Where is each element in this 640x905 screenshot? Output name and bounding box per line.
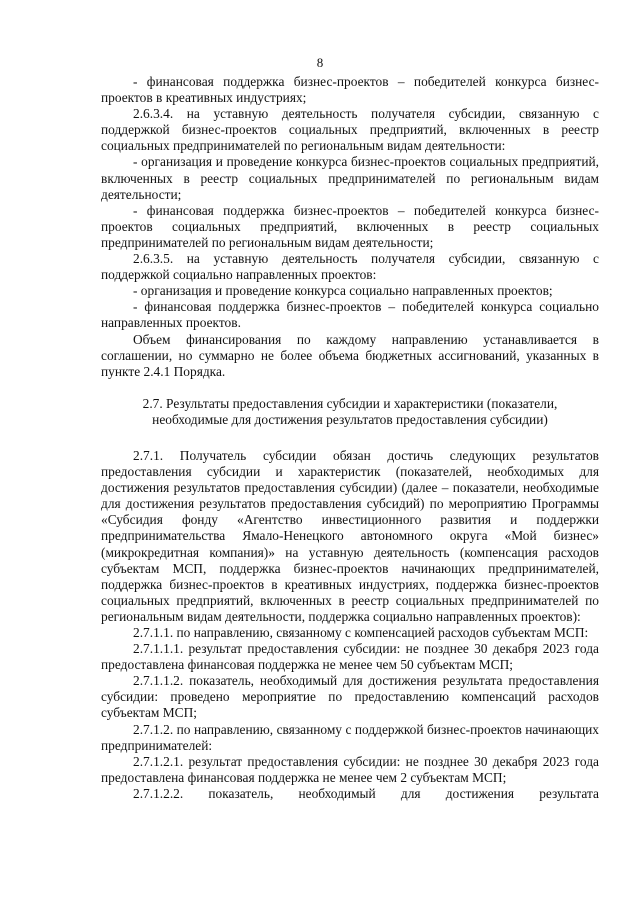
paragraph-social-contest: - организация и проведение конкурса бизнес-проектов социальных предприятий, включенных в реестр социальных предпринимателей по региональным видам деятельности; <box>101 154 599 202</box>
paragraph-social-support: - финансовая поддержка бизнес-проектов – победителей конкурса бизнес-проектов социальных предприятий, включенных в реестр социальных предпринимателей по региональным видам деятельности; <box>101 202 599 250</box>
paragraph-2-7-1-2: 2.7.1.2. по направлению, связанному с поддержкой бизнес-проектов начинающих предпринимателей: <box>101 721 599 753</box>
paragraph-2-7-1-2-2: 2.7.1.2.2. показатель, необходимый для достижения результата <box>133 785 599 801</box>
paragraph-2-6-3-4: 2.6.3.4. на уставную деятельность получателя субсидии, связанную с поддержкой бизнес-проектов социальных предприятий, включенных в реестр социальных предпринимателей по региональным видам деятельности: <box>101 106 599 154</box>
paragraph-2-7-1: 2.7.1. Получатель субсидии обязан достичь следующих результатов предоставления субсидии и характеристик (показателей, необходимых для достижения результатов предоставления субсидии) (далее – показатели, необходимые для достижения результатов предоставления субсидий) по мероприятию Программы «Субсидия фонду «Агентство инвестиционного развития и поддержки предпринимательства Ямало-Ненецкого автономного округа «Мой бизнес» (микрокредитная компания)» на уставную деятельность (компенсация расходов субъектам МСП, поддержка бизнес-проектов начинающих предпринимателей, поддержка бизнес-проектов в креативных индустриях, поддержка бизнес-проектов социальных предприятий, включенных в реестр социальных предпринимателей по региональным видам деятельности, поддержка социально направленных проектов): <box>101 447 599 624</box>
paragraph-2-7-1-1-1: 2.7.1.1.1. результат предоставления субсидии: не позднее 30 декабря 2023 года предоставлена финансовая поддержка не менее чем 50 субъектам МСП; <box>101 641 599 673</box>
section-heading-2-7: 2.7. Результаты предоставления субсидии и характеристики (показатели, необходимые для достижения результатов предоставления субсидии) <box>142 395 558 427</box>
document-body <box>101 74 599 802</box>
paragraph-2-7-1-2-1: 2.7.1.2.1. результат предоставления субсидии: не позднее 30 декабря 2023 года предоставлена финансовая поддержка не менее чем 2 субъектам МСП; <box>101 753 599 785</box>
paragraph-2-7-1-1: 2.7.1.1. по направлению, связанному с компенсацией расходов субъектам МСП: <box>133 625 589 640</box>
paragraph-2-6-3-5: 2.6.3.5. на уставную деятельность получателя субсидии, связанную с поддержкой социально направленных проектов: <box>101 251 599 283</box>
paragraph-creative-support: - финансовая поддержка бизнес-проектов – победителей конкурса бизнес-проектов в креативных индустриях; <box>101 74 599 106</box>
paragraph-2-7-1-1-2: 2.7.1.1.2. показатель, необходимый для достижения результата предоставления субсидии: проведено мероприятие по предоставлению компенсаций расходов субъектам МСП; <box>101 673 599 721</box>
paragraph-social-projects-contest: - организация и проведение конкурса социально направленных проектов; <box>133 283 553 299</box>
page-number: 8 <box>316 55 324 70</box>
paragraph-social-projects-support: - финансовая поддержка бизнес-проектов – победителей конкурса социально направленных проектов. <box>101 299 599 331</box>
paragraph-funding-volume: Объем финансирования по каждому направлению устанавливается в соглашении, но суммарно не более объема бюджетных ассигнований, указанных в пункте 2.4.1 Порядка. <box>101 331 599 379</box>
